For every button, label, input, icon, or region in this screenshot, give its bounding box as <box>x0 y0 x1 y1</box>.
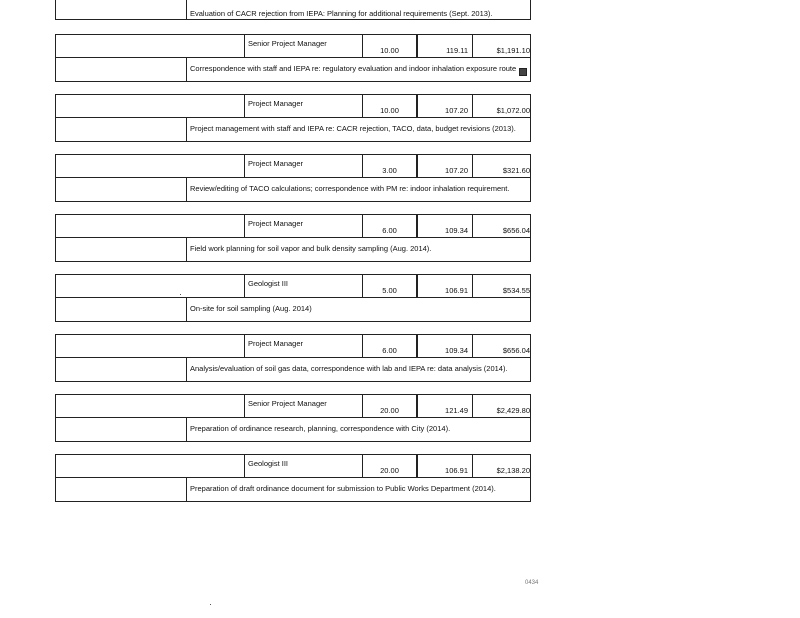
blank-cell <box>56 395 244 417</box>
task-description: Review/editing of TACO calculations; correspondence with PM re: indoor inhalation requirement. <box>186 178 532 201</box>
rate-value: 109.34 <box>416 335 472 357</box>
amount-value: $1,191.10 <box>472 35 532 57</box>
rate-value: 119.11 <box>416 35 472 57</box>
amount-value: $656.04 <box>472 215 532 237</box>
entry-header-row <box>55 454 531 478</box>
entry-description-row <box>55 298 531 322</box>
entry-description-row <box>55 118 531 142</box>
amount-value: $534.55 <box>472 275 532 297</box>
rate-value: 107.20 <box>416 95 472 117</box>
entry-description-row <box>55 58 531 82</box>
hours-value: 20.00 <box>362 395 416 417</box>
entry-header-row <box>55 394 531 418</box>
entry-header-row <box>55 214 531 238</box>
position-title: Project Manager <box>244 155 362 177</box>
hours-value: 20.00 <box>362 455 416 477</box>
rate-value: 121.49 <box>416 395 472 417</box>
page-stamp: 0434 <box>525 580 539 586</box>
position-title: Senior Project Manager <box>244 395 362 417</box>
entry-description-row <box>55 238 531 262</box>
hours-value: 6.00 <box>362 335 416 357</box>
blank-cell <box>56 455 244 477</box>
hours-value: 10.00 <box>362 35 416 57</box>
task-description: Field work planning for soil vapor and bulk density sampling (Aug. 2014). <box>186 238 532 261</box>
time-entry <box>55 214 531 262</box>
entry-header-row <box>55 94 531 118</box>
position-title: Senior Project Manager <box>244 35 362 57</box>
rate-value: 109.34 <box>416 215 472 237</box>
entry-description-row <box>55 418 531 442</box>
time-entry <box>55 94 531 142</box>
rate-value: 107.20 <box>416 155 472 177</box>
top-fragment-row <box>55 0 531 20</box>
position-title: Project Manager <box>244 335 362 357</box>
indent-cell <box>56 118 186 141</box>
amount-value: $1,072.00 <box>472 95 532 117</box>
blank-cell <box>56 215 244 237</box>
position-title: Geologist III <box>244 455 362 477</box>
task-description: On-site for soil sampling (Aug. 2014) <box>186 298 532 321</box>
indent-cell <box>56 0 186 19</box>
hours-value: 5.00 <box>362 275 416 297</box>
indent-cell <box>56 298 186 321</box>
amount-value: $656.04 <box>472 335 532 357</box>
task-description: Preparation of draft ordinance document for submission to Public Works Department (2014). <box>186 478 532 501</box>
scan-speck <box>210 604 211 605</box>
task-description: Analysis/evaluation of soil gas data, correspondence with lab and IEPA re: data analysis (2014). <box>186 358 532 381</box>
entry-description-row <box>55 178 531 202</box>
task-description: Preparation of ordinance research, planning, correspondence with City (2014). <box>186 418 532 441</box>
time-entry <box>55 334 531 382</box>
entry-header-row <box>55 334 531 358</box>
checkbox-icon <box>519 68 527 76</box>
time-entry <box>55 454 531 502</box>
time-entry <box>55 34 531 82</box>
indent-cell <box>56 418 186 441</box>
blank-cell <box>56 335 244 357</box>
blank-cell <box>56 155 244 177</box>
task-description: Correspondence with staff and IEPA re: regulatory evaluation and indoor inhalation exposure route <box>186 58 532 81</box>
blank-cell <box>56 95 244 117</box>
entry-header-row <box>55 154 531 178</box>
task-description: Evaluation of CACR rejection from IEPA: Planning for additional requirements (Sept. 2013). <box>186 0 532 19</box>
rate-value: 106.91 <box>416 455 472 477</box>
position-title: Project Manager <box>244 95 362 117</box>
indent-cell <box>56 238 186 261</box>
blank-cell <box>56 275 244 297</box>
position-title: Project Manager <box>244 215 362 237</box>
scan-speck <box>180 294 181 295</box>
hours-value: 3.00 <box>362 155 416 177</box>
amount-value: $321.60 <box>472 155 532 177</box>
time-entry <box>55 274 531 322</box>
indent-cell <box>56 58 186 81</box>
time-entry <box>55 154 531 202</box>
task-description: Project management with staff and IEPA re: CACR rejection, TACO, data, budget revisions (2013). <box>186 118 532 141</box>
entry-header-row <box>55 274 531 298</box>
amount-value: $2,429.80 <box>472 395 532 417</box>
hours-value: 6.00 <box>362 215 416 237</box>
indent-cell <box>56 358 186 381</box>
entry-description-row <box>55 478 531 502</box>
time-entry <box>55 394 531 442</box>
blank-cell <box>56 35 244 57</box>
rate-value: 106.91 <box>416 275 472 297</box>
position-title: Geologist III <box>244 275 362 297</box>
amount-value: $2,138.20 <box>472 455 532 477</box>
hours-value: 10.00 <box>362 95 416 117</box>
entry-description-row <box>55 358 531 382</box>
indent-cell <box>56 178 186 201</box>
entry-header-row <box>55 34 531 58</box>
indent-cell <box>56 478 186 501</box>
